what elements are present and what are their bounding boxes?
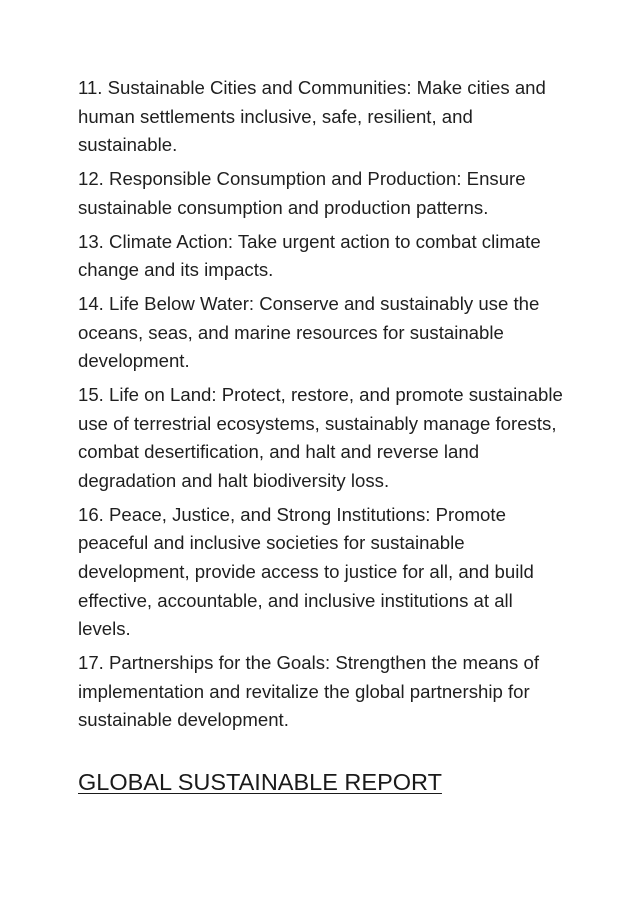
section-heading: GLOBAL SUSTAINABLE REPORT [78, 769, 442, 795]
goal-text: Peace, Justice, and Strong Institutions: Promote peaceful and inclusive societies for sustainable development, provide access to justice for all, and build effective, accountable, and inclusive institutions at all levels. [78, 503, 534, 640]
goal-text: Climate Action: Take urgent action to combat climate change and its impacts. [78, 230, 541, 281]
goal-item-12 [78, 165, 568, 222]
goal-number: 12. [78, 168, 104, 190]
goal-number: 17. [78, 652, 104, 674]
goal-item-17 [78, 649, 568, 735]
goal-text: Responsible Consumption and Production: Ensure sustainable consumption and production patterns. [78, 168, 526, 218]
goal-text: Sustainable Cities and Communities: Make cities and human settlements inclusive, safe, resilient, and sustainable. [78, 77, 546, 156]
goal-item-14 [78, 290, 568, 376]
goal-number: 11. [78, 77, 103, 98]
goal-item-15 [78, 381, 568, 495]
goal-item-13 [78, 228, 568, 285]
goal-number: 14. [78, 293, 104, 315]
goal-item-16 [78, 501, 568, 644]
goal-text: Partnerships for the Goals: Strengthen the means of implementation and revitalize the global partnership for sustainable development. [78, 652, 539, 731]
goal-text: Life on Land: Protect, restore, and promote sustainable use of terrestrial ecosystems, sustainably manage forests, combat desertification, and halt and reverse land degradation and halt biodiversity loss. [78, 384, 563, 491]
goal-item-11 [78, 74, 568, 160]
goal-number: 16. [78, 503, 104, 525]
sdg-goal-list [78, 74, 568, 740]
goal-number: 15. [78, 384, 104, 406]
goal-text: Life Below Water: Conserve and sustainably use the oceans, seas, and marine resources for sustainable development. [78, 293, 540, 372]
goal-number: 13. [78, 230, 104, 252]
